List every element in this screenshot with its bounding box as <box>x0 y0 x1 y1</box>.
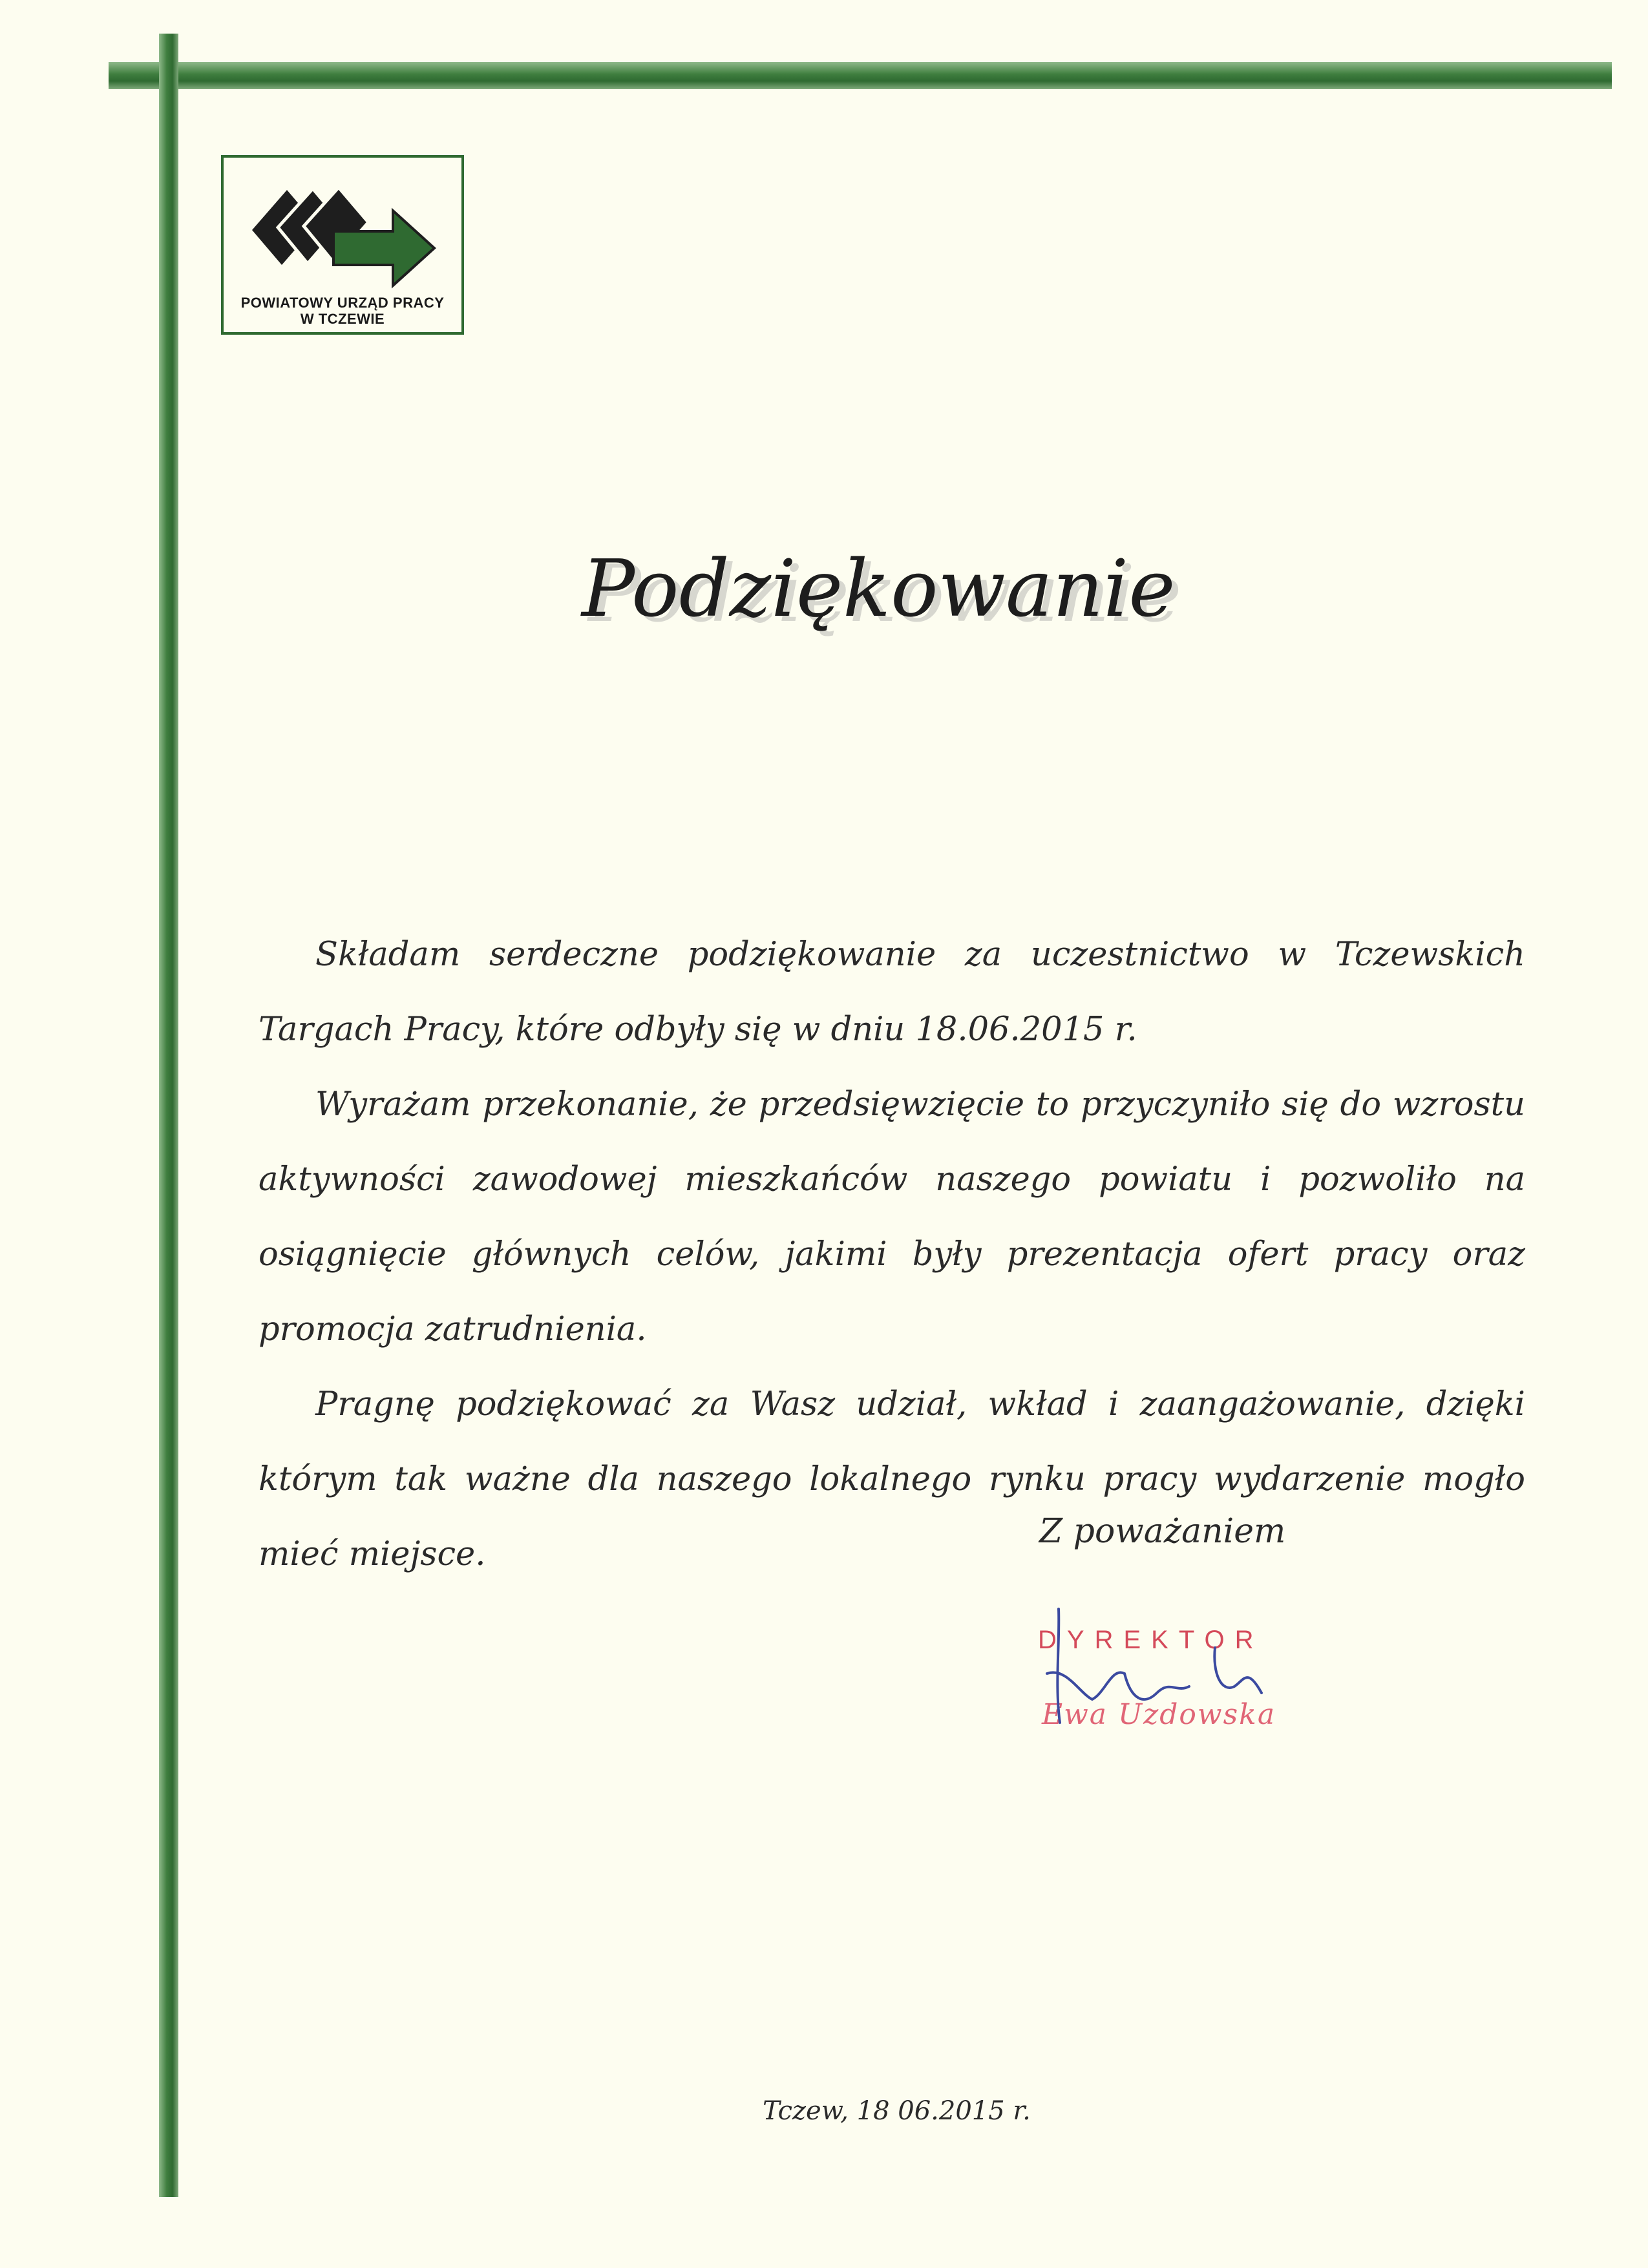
logo-line-2: W TCZEWIE <box>300 311 385 327</box>
paragraph-2: Wyrażam przekonanie, że przedsięwzięcie to przyczyniło się do wzrostu aktywności zawodowej mieszkańców naszego powiatu i pozwoliło na osiągnięcie głównych celów, jakimi były prezentacja ofert pracy oraz promocja zatrudnienia. <box>259 1086 1525 1349</box>
place-and-date: Tczew, 18 06.2015 r. <box>763 2096 1031 2126</box>
handwritten-signature <box>1021 1596 1293 1738</box>
logo-line-1: POWIATOWY URZĄD PRACY <box>240 295 445 311</box>
stamp-title: DYREKTOR <box>1038 1626 1264 1654</box>
document-title: Podziękowanie <box>582 543 1176 635</box>
office-logo <box>221 155 464 335</box>
frame-left-bar <box>159 34 178 2197</box>
stamp-name: Ewa Uzdowska <box>1042 1698 1276 1731</box>
frame-top-bar <box>109 62 1612 89</box>
paragraph-1: Składam serdeczne podziękowanie za uczestnictwo w Tczewskich Targach Pracy, które odbyły się w dniu 18.06.2015 r. <box>259 936 1525 1049</box>
cards-arrow-logo-icon <box>249 180 443 289</box>
paragraph-3: Pragnę podziękować za Wasz udział, wkład i zaangażowanie, dzięki którym tak ważne dla naszego lokalnego rynku pracy wydarzenie mogło mieć miejsce. <box>259 1385 1525 1573</box>
logo-caption <box>224 295 461 327</box>
closing-salutation: Z poważaniem <box>1039 1512 1286 1551</box>
letter-body <box>259 918 1525 1592</box>
